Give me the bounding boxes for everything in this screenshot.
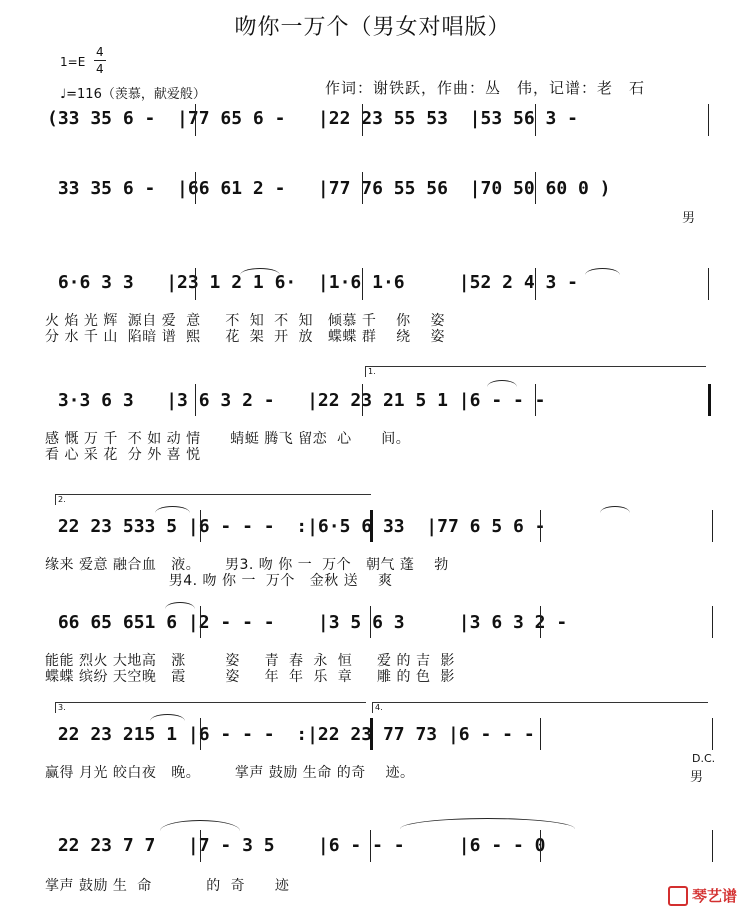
volta-label: 4. — [375, 703, 383, 712]
score-row-4 — [45, 390, 715, 470]
bar-line — [712, 606, 713, 638]
lyrics-verse-1: 火 焰 光 辉 源自 爱 意 不 知 不 知 倾慕 千 你 姿 — [45, 313, 445, 329]
lyrics-verse-1: 掌声 鼓励 生 命 的 奇 迹 — [45, 878, 290, 894]
tempo-marking: ♩=116（羡慕，献爱般） — [60, 87, 206, 102]
volta-bracket-4 — [372, 702, 708, 713]
bar-line — [540, 510, 541, 542]
notation-line: 33 35 6 - |66 61 2 - |77 76 55 56 |70 50 60 0 ) — [47, 178, 611, 199]
bar-line — [370, 830, 371, 862]
bar-line — [200, 606, 201, 638]
notation-line: 22 23 7 7 |7 - 3 5 |6 - - - |6 - - 0 — [47, 835, 546, 856]
slur — [400, 818, 575, 829]
bar-line — [200, 830, 201, 862]
volta-label: 2. — [58, 495, 66, 504]
bar-line — [540, 606, 541, 638]
bar-line — [712, 718, 713, 750]
logo-icon — [668, 886, 688, 906]
bar-line — [200, 510, 201, 542]
bar-line — [712, 830, 713, 862]
repeat-end-bar — [370, 718, 373, 750]
slur — [585, 268, 620, 275]
bar-line — [535, 384, 536, 416]
lyrics-verse-1: 感 慨 万 千 不 如 动 情 蜻蜓 腾飞 留恋 心 间。 — [45, 431, 411, 447]
bar-line — [195, 104, 196, 136]
notation-line: 66 65 651 6 |2 - - - |3 5 6 3 |3 6 3 2 - — [47, 612, 568, 633]
slur — [600, 506, 630, 513]
notation-line: 22 23 215 1 |6 - - - :|22 23 77 73 |6 - - - — [47, 724, 535, 745]
site-logo — [668, 885, 737, 907]
volta-label: 1. — [368, 367, 376, 376]
lyrics-verse-1: 能能 烈火 大地高 涨 姿 青 春 永 恒 爱 的 吉 影 — [45, 653, 455, 669]
bar-line — [362, 172, 363, 204]
score-row-1 — [45, 108, 715, 138]
score-row-2 — [45, 178, 715, 208]
key-signature: 1=E — [60, 55, 86, 69]
bar-line — [362, 104, 363, 136]
score-row-8 — [45, 835, 715, 895]
score-row-3 — [45, 272, 715, 352]
male-part-label: 男 — [682, 211, 696, 226]
time-signature-line — [94, 60, 106, 61]
bar-line — [370, 606, 371, 638]
slur — [150, 714, 185, 721]
slur — [240, 268, 280, 275]
bar-line — [535, 268, 536, 300]
bar-line — [362, 384, 363, 416]
notation-line: 3·3 6 3 |3 6 3 2 - |22 23 21 5 1 |6 - - - — [47, 390, 546, 411]
logo-text: 琴艺谱 — [691, 886, 737, 905]
time-signature-bottom: 4 — [96, 62, 104, 76]
lyrics-verse-1: 赢得 月光 皎白夜 晚。 掌声 鼓励 生命 的奇 迹。 — [45, 765, 415, 781]
volta-bracket-2 — [55, 494, 371, 505]
bar-line — [540, 718, 541, 750]
lyrics-verse-1: 缘来 爱意 融合血 液。 男3. 吻 你 一 万个 朝气 蓬 勃 — [45, 557, 449, 573]
slur — [487, 380, 517, 387]
lyrics-verse-2: 分 水 千 山 陷暗 谱 熙 花 架 开 放 蝶蝶 群 绕 姿 — [45, 329, 445, 345]
notation-line: (33 35 6 - |77 65 6 - |22 23 55 53 |53 56 3 - — [47, 108, 579, 129]
bar-line — [195, 172, 196, 204]
bar-line — [195, 268, 196, 300]
lyrics-verse-2: 男4. 吻 你 一 万个 金秋 送 爽 — [45, 573, 393, 589]
time-signature-top: 4 — [96, 45, 104, 59]
score-row-6 — [45, 612, 715, 692]
bar-line — [535, 172, 536, 204]
lyrics-verse-2: 蝶蝶 缤纷 天空晚 霞 姿 年 年 乐 章 雕 的 色 影 — [45, 669, 455, 685]
slur — [165, 602, 195, 609]
bar-line — [362, 268, 363, 300]
page-title: 吻你一万个（男女对唱版） — [234, 15, 511, 40]
volta-label: 3. — [58, 703, 66, 712]
notation-line: 6·6 3 3 |23 1 2 1 6· |1·6 1·6 |52 2 4 3 - — [47, 272, 579, 293]
notation-line: 22 23 533 5 |6 - - - :|6·5 6 33 |77 6 5 6 - — [47, 516, 546, 537]
bar-line — [712, 510, 713, 542]
male-part-label: 男 — [690, 770, 704, 785]
volta-bracket-1 — [365, 366, 706, 377]
bar-line — [535, 104, 536, 136]
score-row-7 — [45, 724, 715, 784]
bar-line — [540, 830, 541, 862]
slur — [155, 506, 190, 513]
bar-line — [708, 268, 709, 300]
lyrics-verse-2: 看 心 采 花 分 外 喜 悦 — [45, 447, 201, 463]
da-capo-mark: D.C. — [692, 752, 716, 765]
score-row-5 — [45, 516, 715, 596]
bar-line — [195, 384, 196, 416]
repeat-end-bar — [708, 384, 711, 416]
bar-line — [200, 718, 201, 750]
credits: 作词：谢铁跃，作曲：丛 伟，记谱：老 石 — [325, 79, 646, 97]
volta-bracket-3 — [55, 702, 366, 713]
bar-line — [708, 104, 709, 136]
repeat-start-bar — [370, 510, 373, 542]
